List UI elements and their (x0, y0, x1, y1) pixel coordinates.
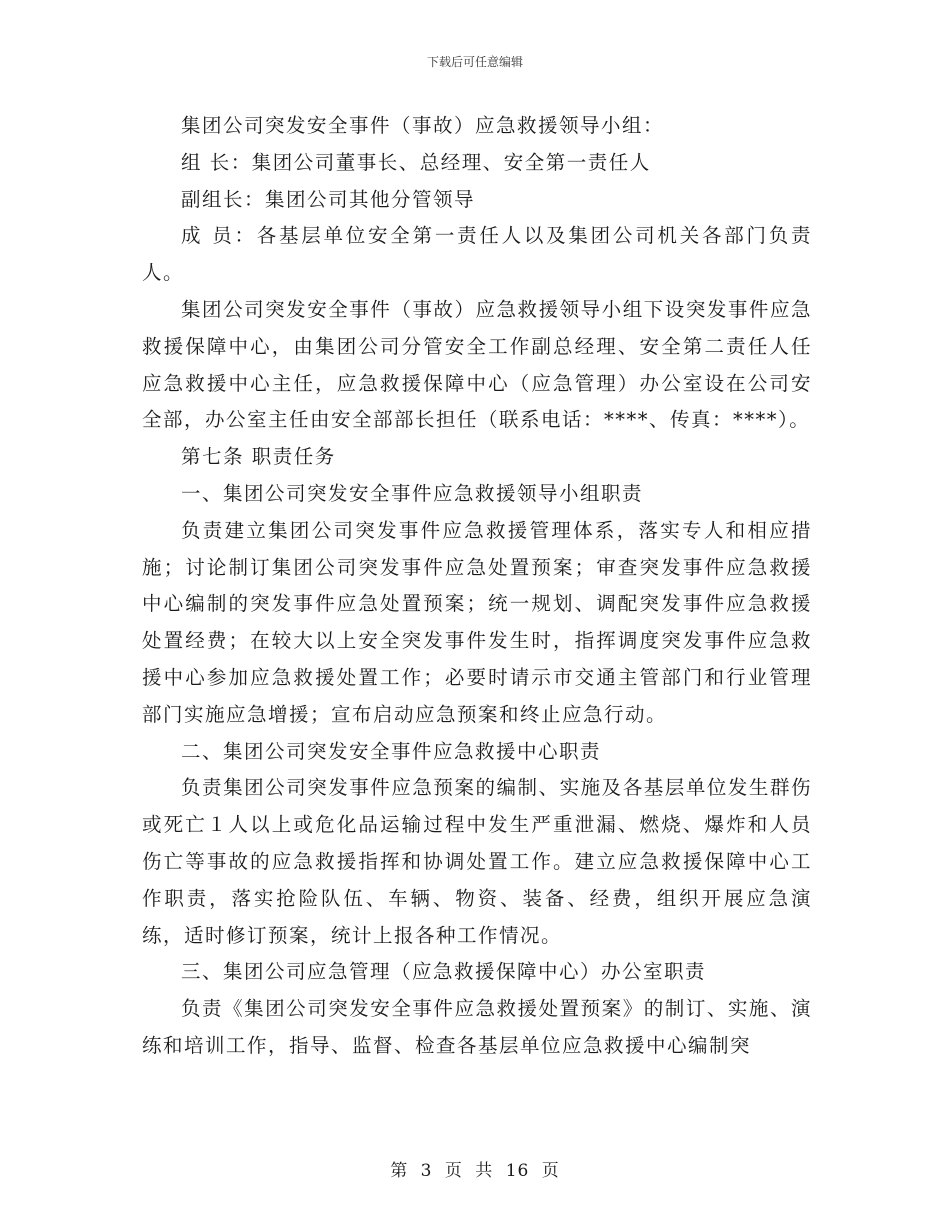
section-heading: 一、集团公司突发安全事件应急救援领导小组职责 (181, 481, 644, 505)
paragraph: 副组长：集团公司其他分管领导 (181, 187, 476, 211)
paragraph: 负责《集团公司突发安全事件应急救援处置预案》的制订、实施、演练和培训工作，指导、监督、检查各基层单位应急救援中心编制突 (142, 997, 812, 1057)
document-body (142, 108, 812, 1065)
section-heading: 三、集团公司应急管理（应急救援保障中心）办公室职责 (181, 960, 707, 984)
page-header: 下载后可任意编辑 (426, 55, 523, 69)
page-footer: 第 3 页 共 16 页 (390, 1161, 560, 1181)
section-heading: 二、集团公司突发安全事件应急救援中心职责 (181, 739, 602, 763)
paragraph: 成 员：各基层单位安全第一责任人以及集团公司机关各部门负责人。 (142, 224, 812, 285)
paragraph: 集团公司突发安全事件（事故）应急救援领导小组下设突发事件应急救援保障中心，由集团公司分管安全工作副总经理、安全第二责任人任应急救援中心主任，应急救援保障中心（应急管理）办公室设在公司安全部，办公室主任由安全部部长担任（联系电话：****、传真：****）。 (142, 297, 812, 432)
paragraph: 负责集团公司突发事件应急预案的编制、实施及各基层单位发生群伤或死亡１人以上或危化品运输过程中发生严重泄漏、燃烧、爆炸和人员伤亡等事故的应急救援指挥和协调处置工作。建立应急救援保障中心工作职责，落实抢险队伍、车辆、物资、装备、经费，组织开展应急演练，适时修订预案，统计上报各种工作情况。 (142, 776, 812, 947)
section-heading: 第七条 职责任务 (181, 445, 336, 469)
paragraph: 负责建立集团公司突发事件应急救援管理体系，落实专人和相应措施；讨论制订集团公司突发事件应急处置预案；审查突发事件应急救援中心编制的突发事件应急处置预案；统一规划、调配突发事件应急救援处置经费；在较大以上安全突发事件发生时，指挥调度突发事件应急救援中心参加应急救援处置工作；必要时请示市交通主管部门和行业管理部门实施应急增援；宣布启动应急预案和终止应急行动。 (142, 518, 812, 726)
paragraph: 集团公司突发安全事件（事故）应急救援领导小组： (181, 114, 665, 137)
paragraph: 组 长：集团公司董事长、总经理、安全第一责任人 (181, 150, 651, 174)
